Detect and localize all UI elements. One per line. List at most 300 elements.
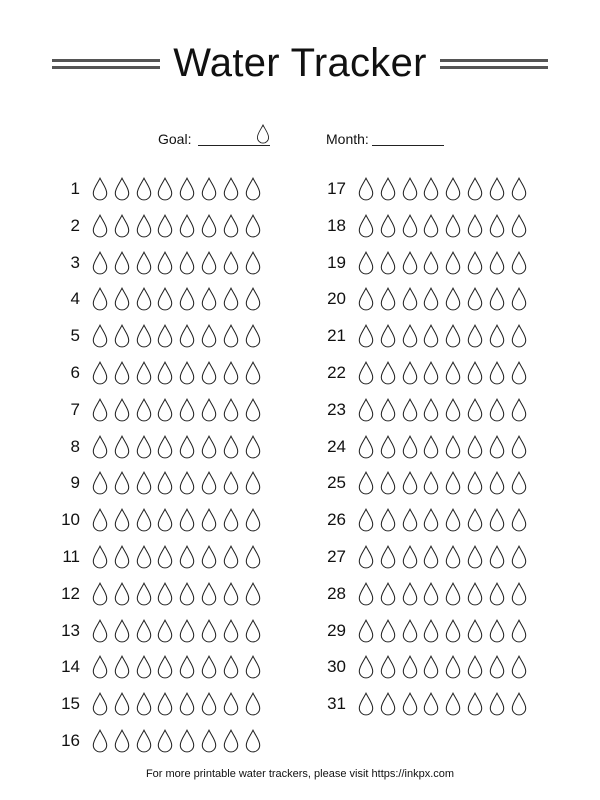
water-drop-icon[interactable] bbox=[467, 214, 483, 238]
water-drop-icon[interactable] bbox=[136, 214, 152, 238]
water-drop-icon[interactable] bbox=[423, 582, 439, 606]
water-drop-icon[interactable] bbox=[423, 398, 439, 422]
month-field[interactable] bbox=[372, 145, 444, 146]
water-drop-icon[interactable] bbox=[358, 545, 374, 569]
water-drop-icon[interactable] bbox=[423, 324, 439, 348]
water-drop-icon[interactable] bbox=[223, 214, 239, 238]
water-drop-icon[interactable] bbox=[223, 435, 239, 459]
day-row bbox=[52, 434, 312, 462]
water-drop-icon[interactable] bbox=[423, 435, 439, 459]
water-drops bbox=[358, 213, 538, 241]
goal-field[interactable] bbox=[198, 145, 270, 146]
water-drop-icon[interactable] bbox=[245, 619, 261, 643]
water-drop-icon[interactable] bbox=[380, 619, 396, 643]
water-drop-icon[interactable] bbox=[358, 398, 374, 422]
water-drop-icon[interactable] bbox=[92, 655, 108, 679]
water-drop-icon[interactable] bbox=[223, 251, 239, 275]
water-drop-icon[interactable] bbox=[402, 324, 418, 348]
water-drop-icon[interactable] bbox=[114, 545, 130, 569]
water-drop-icon[interactable] bbox=[136, 692, 152, 716]
water-drop-icon[interactable] bbox=[201, 398, 217, 422]
water-drop-icon[interactable] bbox=[245, 729, 261, 753]
water-drop-icon[interactable] bbox=[92, 177, 108, 201]
water-drop-icon[interactable] bbox=[92, 398, 108, 422]
water-drop-icon[interactable] bbox=[402, 435, 418, 459]
water-drops bbox=[358, 434, 538, 462]
water-drop-icon[interactable] bbox=[136, 251, 152, 275]
water-drop-icon[interactable] bbox=[223, 692, 239, 716]
water-drop-icon[interactable] bbox=[445, 398, 461, 422]
water-drop-icon[interactable] bbox=[201, 471, 217, 495]
day-number: 2 bbox=[70, 215, 80, 235]
water-drop-icon[interactable] bbox=[157, 177, 173, 201]
day-row bbox=[52, 397, 312, 425]
water-drop-icon[interactable] bbox=[445, 214, 461, 238]
water-drop-icon[interactable] bbox=[489, 435, 505, 459]
water-drop-icon[interactable] bbox=[467, 177, 483, 201]
water-drop-icon[interactable] bbox=[157, 435, 173, 459]
water-drop-icon[interactable] bbox=[157, 508, 173, 532]
water-drops bbox=[358, 581, 538, 609]
water-drop-icon[interactable] bbox=[92, 471, 108, 495]
water-drop-icon[interactable] bbox=[358, 287, 374, 311]
water-drop-icon[interactable] bbox=[179, 214, 195, 238]
water-drop-icon[interactable] bbox=[445, 435, 461, 459]
water-drops bbox=[92, 618, 272, 646]
water-drop-icon[interactable] bbox=[245, 251, 261, 275]
day-row bbox=[318, 213, 578, 241]
water-drop-icon[interactable] bbox=[179, 398, 195, 422]
water-drop-icon[interactable] bbox=[245, 287, 261, 311]
water-drop-icon[interactable] bbox=[402, 361, 418, 385]
water-drop-icon[interactable] bbox=[445, 619, 461, 643]
water-drop-icon[interactable] bbox=[179, 655, 195, 679]
water-drop-icon[interactable] bbox=[511, 251, 527, 275]
day-row bbox=[318, 618, 578, 646]
day-number: 23 bbox=[327, 399, 346, 419]
water-drop-icon[interactable] bbox=[223, 177, 239, 201]
water-drop-icon[interactable] bbox=[511, 619, 527, 643]
water-drop-icon[interactable] bbox=[245, 655, 261, 679]
water-drop-icon[interactable] bbox=[380, 692, 396, 716]
water-drop-icon[interactable] bbox=[201, 582, 217, 606]
water-drop-icon[interactable] bbox=[467, 692, 483, 716]
water-drops bbox=[358, 286, 538, 314]
water-drop-icon[interactable] bbox=[136, 361, 152, 385]
water-drop-icon[interactable] bbox=[201, 508, 217, 532]
water-drop-icon[interactable] bbox=[489, 214, 505, 238]
water-drop-icon[interactable] bbox=[92, 729, 108, 753]
water-drop-icon[interactable] bbox=[511, 582, 527, 606]
water-drop-icon[interactable] bbox=[358, 177, 374, 201]
water-drop-icon[interactable] bbox=[511, 471, 527, 495]
water-drop-icon[interactable] bbox=[157, 361, 173, 385]
water-drops bbox=[92, 691, 272, 719]
water-drop-icon[interactable] bbox=[358, 251, 374, 275]
water-drop-icon[interactable] bbox=[157, 545, 173, 569]
water-drop-icon[interactable] bbox=[114, 251, 130, 275]
water-drop-icon[interactable] bbox=[245, 545, 261, 569]
water-drop-icon[interactable] bbox=[92, 692, 108, 716]
water-drop-icon[interactable] bbox=[179, 361, 195, 385]
water-drops bbox=[92, 728, 272, 756]
day-number: 27 bbox=[327, 547, 346, 566]
water-drop-icon[interactable] bbox=[358, 471, 374, 495]
water-drop-icon[interactable] bbox=[467, 361, 483, 385]
water-drop-icon[interactable] bbox=[380, 361, 396, 385]
water-drops bbox=[358, 544, 538, 572]
water-drop-icon[interactable] bbox=[114, 471, 130, 495]
water-drop-icon[interactable] bbox=[223, 655, 239, 679]
water-drop-icon[interactable] bbox=[511, 324, 527, 348]
day-number: 5 bbox=[70, 326, 80, 346]
water-drop-icon[interactable] bbox=[223, 508, 239, 532]
water-drop-icon[interactable] bbox=[201, 729, 217, 753]
water-drop-icon[interactable] bbox=[402, 692, 418, 716]
water-drop-icon[interactable] bbox=[423, 177, 439, 201]
water-drops bbox=[92, 654, 272, 682]
day-row bbox=[52, 250, 312, 278]
water-drop-icon[interactable] bbox=[179, 324, 195, 348]
water-drop-icon[interactable] bbox=[489, 619, 505, 643]
water-drop-icon[interactable] bbox=[245, 398, 261, 422]
water-drop-icon[interactable] bbox=[423, 471, 439, 495]
water-drop-icon[interactable] bbox=[380, 177, 396, 201]
water-drop-icon[interactable] bbox=[157, 251, 173, 275]
water-drop-icon[interactable] bbox=[445, 508, 461, 532]
water-drop-icon[interactable] bbox=[380, 471, 396, 495]
water-drops bbox=[92, 176, 272, 204]
water-drop-icon[interactable] bbox=[467, 251, 483, 275]
day-number: 7 bbox=[70, 399, 80, 419]
water-drop-icon[interactable] bbox=[245, 435, 261, 459]
water-drop-icon[interactable] bbox=[136, 582, 152, 606]
title-area bbox=[0, 38, 600, 88]
water-drop-icon[interactable] bbox=[489, 324, 505, 348]
water-drop-icon[interactable] bbox=[445, 251, 461, 275]
water-drop-icon[interactable] bbox=[358, 692, 374, 716]
water-drop-icon[interactable] bbox=[467, 582, 483, 606]
water-drop-icon[interactable] bbox=[423, 508, 439, 532]
water-drop-icon[interactable] bbox=[245, 471, 261, 495]
water-drop-icon[interactable] bbox=[223, 324, 239, 348]
water-drop-icon[interactable] bbox=[358, 655, 374, 679]
water-drop-icon[interactable] bbox=[489, 655, 505, 679]
water-drop-icon[interactable] bbox=[92, 582, 108, 606]
water-drop-icon[interactable] bbox=[114, 582, 130, 606]
day-row bbox=[52, 728, 312, 756]
day-row bbox=[318, 470, 578, 498]
day-number: 16 bbox=[61, 731, 80, 750]
water-drop-icon[interactable] bbox=[136, 508, 152, 532]
water-drops bbox=[92, 286, 272, 314]
water-drop-icon[interactable] bbox=[136, 729, 152, 753]
water-drop-icon[interactable] bbox=[223, 619, 239, 643]
water-drop-icon[interactable] bbox=[157, 324, 173, 348]
water-drop-icon[interactable] bbox=[445, 361, 461, 385]
water-drop-icon[interactable] bbox=[423, 619, 439, 643]
water-drops bbox=[92, 323, 272, 351]
water-drop-icon[interactable] bbox=[114, 214, 130, 238]
water-drop-icon[interactable] bbox=[179, 287, 195, 311]
water-drop-icon[interactable] bbox=[245, 324, 261, 348]
water-drop-icon[interactable] bbox=[402, 251, 418, 275]
water-drop-icon[interactable] bbox=[402, 177, 418, 201]
water-drop-icon[interactable] bbox=[511, 287, 527, 311]
water-drop-icon[interactable] bbox=[201, 177, 217, 201]
water-drop-icon[interactable] bbox=[92, 545, 108, 569]
water-drops bbox=[92, 360, 272, 388]
water-drop-icon[interactable] bbox=[467, 324, 483, 348]
water-drop-icon[interactable] bbox=[511, 177, 527, 201]
water-drop-icon[interactable] bbox=[423, 655, 439, 679]
water-drop-icon[interactable] bbox=[114, 508, 130, 532]
day-row bbox=[52, 286, 312, 314]
water-drop-icon[interactable] bbox=[511, 508, 527, 532]
day-row bbox=[52, 654, 312, 682]
water-drop-icon[interactable] bbox=[223, 398, 239, 422]
water-drop-icon[interactable] bbox=[179, 619, 195, 643]
water-drops bbox=[358, 397, 538, 425]
water-drop-icon[interactable] bbox=[445, 692, 461, 716]
water-drop-icon[interactable] bbox=[245, 177, 261, 201]
water-drop-icon[interactable] bbox=[511, 435, 527, 459]
water-drop-icon[interactable] bbox=[245, 582, 261, 606]
water-drop-icon[interactable] bbox=[223, 287, 239, 311]
water-drop-icon[interactable] bbox=[157, 655, 173, 679]
water-drop-icon[interactable] bbox=[114, 435, 130, 459]
water-drop-icon[interactable] bbox=[114, 692, 130, 716]
water-drop-icon[interactable] bbox=[114, 361, 130, 385]
water-drops bbox=[92, 581, 272, 609]
water-drop-icon[interactable] bbox=[489, 398, 505, 422]
water-drop-icon[interactable] bbox=[179, 582, 195, 606]
water-drop-icon[interactable] bbox=[114, 324, 130, 348]
water-drop-icon[interactable] bbox=[157, 619, 173, 643]
day-row bbox=[318, 250, 578, 278]
water-drop-icon[interactable] bbox=[445, 324, 461, 348]
water-drop-icon[interactable] bbox=[511, 214, 527, 238]
day-number: 12 bbox=[61, 583, 80, 603]
water-drop-icon[interactable] bbox=[157, 692, 173, 716]
day-number: 3 bbox=[70, 252, 80, 272]
water-drop-icon[interactable] bbox=[467, 435, 483, 459]
water-drop-icon[interactable] bbox=[223, 545, 239, 569]
water-drop-icon[interactable] bbox=[92, 361, 108, 385]
water-drop-icon[interactable] bbox=[511, 361, 527, 385]
water-drop-icon[interactable] bbox=[92, 508, 108, 532]
water-drop-icon[interactable] bbox=[489, 692, 505, 716]
water-drop-icon[interactable] bbox=[445, 582, 461, 606]
water-drop-icon[interactable] bbox=[179, 251, 195, 275]
water-drop-icon[interactable] bbox=[489, 582, 505, 606]
water-drop-icon[interactable] bbox=[201, 361, 217, 385]
water-drop-icon[interactable] bbox=[201, 214, 217, 238]
water-drop-icon[interactable] bbox=[179, 729, 195, 753]
water-drop-icon[interactable] bbox=[92, 251, 108, 275]
water-drop-icon[interactable] bbox=[358, 508, 374, 532]
water-drop-icon[interactable] bbox=[136, 177, 152, 201]
water-drop-icon[interactable] bbox=[358, 361, 374, 385]
water-drop-icon[interactable] bbox=[245, 361, 261, 385]
water-drop-icon[interactable] bbox=[358, 582, 374, 606]
footer-note: For more printable water trackers, please visit https://inkpx.com bbox=[145, 768, 455, 780]
water-drop-icon[interactable] bbox=[114, 729, 130, 753]
water-drop-icon[interactable] bbox=[92, 435, 108, 459]
water-drop-icon[interactable] bbox=[179, 508, 195, 532]
water-drop-icon[interactable] bbox=[467, 471, 483, 495]
water-drop-icon[interactable] bbox=[423, 545, 439, 569]
water-drop-icon[interactable] bbox=[511, 655, 527, 679]
water-drop-icon[interactable] bbox=[136, 545, 152, 569]
water-drop-icon[interactable] bbox=[380, 435, 396, 459]
water-drop-icon[interactable] bbox=[380, 655, 396, 679]
water-drops bbox=[358, 250, 538, 278]
water-drop-icon[interactable] bbox=[358, 214, 374, 238]
water-drop-icon[interactable] bbox=[245, 692, 261, 716]
water-drop-icon[interactable] bbox=[511, 398, 527, 422]
water-drop-icon[interactable] bbox=[201, 619, 217, 643]
water-drop-icon[interactable] bbox=[92, 619, 108, 643]
water-drop-icon[interactable] bbox=[423, 692, 439, 716]
water-drop-icon[interactable] bbox=[136, 655, 152, 679]
water-drop-icon[interactable] bbox=[136, 619, 152, 643]
water-drop-icon[interactable] bbox=[402, 655, 418, 679]
water-drop-icon[interactable] bbox=[511, 545, 527, 569]
month-label: Month: bbox=[326, 131, 369, 147]
water-drop-icon[interactable] bbox=[467, 545, 483, 569]
water-drop-icon[interactable] bbox=[179, 545, 195, 569]
water-drop-icon[interactable] bbox=[467, 619, 483, 643]
day-row bbox=[318, 581, 578, 609]
water-drop-icon[interactable] bbox=[489, 508, 505, 532]
water-drop-icon[interactable] bbox=[423, 287, 439, 311]
water-drop-icon[interactable] bbox=[179, 435, 195, 459]
water-drop-icon[interactable] bbox=[157, 582, 173, 606]
day-row bbox=[318, 323, 578, 351]
water-drop-icon[interactable] bbox=[445, 471, 461, 495]
water-drop-icon[interactable] bbox=[157, 287, 173, 311]
water-drop-icon[interactable] bbox=[136, 324, 152, 348]
water-drop-icon[interactable] bbox=[114, 619, 130, 643]
water-drop-icon[interactable] bbox=[402, 545, 418, 569]
water-drop-icon[interactable] bbox=[423, 361, 439, 385]
water-drop-icon[interactable] bbox=[445, 655, 461, 679]
water-drop-icon[interactable] bbox=[380, 582, 396, 606]
water-drop-icon[interactable] bbox=[445, 177, 461, 201]
water-drop-icon[interactable] bbox=[467, 398, 483, 422]
water-drop-icon[interactable] bbox=[92, 214, 108, 238]
day-number: 4 bbox=[70, 289, 80, 309]
day-number: 14 bbox=[61, 657, 80, 677]
water-drop-icon[interactable] bbox=[423, 251, 439, 275]
water-drop-icon[interactable] bbox=[157, 471, 173, 495]
water-drop-icon[interactable] bbox=[402, 619, 418, 643]
water-drop-icon[interactable] bbox=[358, 435, 374, 459]
water-drop-icon[interactable] bbox=[157, 729, 173, 753]
water-drop-icon[interactable] bbox=[489, 361, 505, 385]
water-drop-icon[interactable] bbox=[201, 287, 217, 311]
water-drop-icon[interactable] bbox=[467, 655, 483, 679]
water-drop-icon[interactable] bbox=[380, 287, 396, 311]
water-drop-icon[interactable] bbox=[445, 545, 461, 569]
day-row bbox=[318, 544, 578, 572]
water-drop-icon[interactable] bbox=[467, 287, 483, 311]
day-row bbox=[52, 691, 312, 719]
water-drop-icon[interactable] bbox=[179, 471, 195, 495]
water-drop-icon[interactable] bbox=[201, 251, 217, 275]
day-number: 22 bbox=[327, 363, 346, 382]
water-drop-icon[interactable] bbox=[114, 287, 130, 311]
water-drop-icon[interactable] bbox=[358, 324, 374, 348]
water-drops bbox=[92, 470, 272, 498]
water-drop-icon[interactable] bbox=[380, 545, 396, 569]
water-drop-icon[interactable] bbox=[358, 619, 374, 643]
water-drop-icon[interactable] bbox=[489, 471, 505, 495]
water-drop-icon[interactable] bbox=[201, 435, 217, 459]
water-drop-icon[interactable] bbox=[114, 655, 130, 679]
water-drop-icon[interactable] bbox=[489, 287, 505, 311]
water-drop-icon[interactable] bbox=[92, 287, 108, 311]
day-row bbox=[52, 507, 312, 535]
water-drop-icon[interactable] bbox=[380, 324, 396, 348]
water-drop-icon[interactable] bbox=[402, 508, 418, 532]
water-drop-icon[interactable] bbox=[201, 324, 217, 348]
day-row bbox=[52, 213, 312, 241]
water-drop-icon[interactable] bbox=[179, 177, 195, 201]
water-drop-icon[interactable] bbox=[245, 214, 261, 238]
water-drop-icon[interactable] bbox=[445, 287, 461, 311]
water-drop-icon[interactable] bbox=[136, 398, 152, 422]
water-drop-icon[interactable] bbox=[402, 398, 418, 422]
water-drop-icon[interactable] bbox=[114, 398, 130, 422]
water-drop-icon[interactable] bbox=[223, 729, 239, 753]
water-drop-icon[interactable] bbox=[402, 582, 418, 606]
water-drop-icon[interactable] bbox=[402, 214, 418, 238]
water-drop-icon[interactable] bbox=[402, 471, 418, 495]
water-drop-icon[interactable] bbox=[380, 251, 396, 275]
water-drop-icon[interactable] bbox=[201, 545, 217, 569]
water-drop-icon[interactable] bbox=[423, 214, 439, 238]
water-drop-icon[interactable] bbox=[402, 287, 418, 311]
water-drop-icon[interactable] bbox=[223, 471, 239, 495]
water-drop-icon[interactable] bbox=[223, 361, 239, 385]
water-drop-icon[interactable] bbox=[245, 508, 261, 532]
day-number: 19 bbox=[327, 252, 346, 272]
water-drop-icon[interactable] bbox=[157, 214, 173, 238]
water-drop-icon[interactable] bbox=[511, 692, 527, 716]
water-drop-icon[interactable] bbox=[489, 177, 505, 201]
water-drop-icon[interactable] bbox=[489, 545, 505, 569]
water-drop-icon[interactable] bbox=[179, 692, 195, 716]
water-drop-icon[interactable] bbox=[136, 435, 152, 459]
water-drop-icon[interactable] bbox=[114, 177, 130, 201]
water-drop-icon[interactable] bbox=[380, 214, 396, 238]
water-drop-icon[interactable] bbox=[489, 251, 505, 275]
day-number: 1 bbox=[70, 179, 80, 198]
water-drops bbox=[358, 654, 538, 682]
water-drop-icon[interactable] bbox=[201, 655, 217, 679]
water-drop-icon[interactable] bbox=[92, 324, 108, 348]
water-drop-icon[interactable] bbox=[136, 471, 152, 495]
water-drop-icon[interactable] bbox=[157, 398, 173, 422]
water-drop-icon[interactable] bbox=[136, 287, 152, 311]
water-drop-icon[interactable] bbox=[201, 692, 217, 716]
water-drop-icon[interactable] bbox=[380, 398, 396, 422]
water-drop-icon[interactable] bbox=[223, 582, 239, 606]
water-drop-icon[interactable] bbox=[467, 508, 483, 532]
water-drop-icon[interactable] bbox=[380, 508, 396, 532]
